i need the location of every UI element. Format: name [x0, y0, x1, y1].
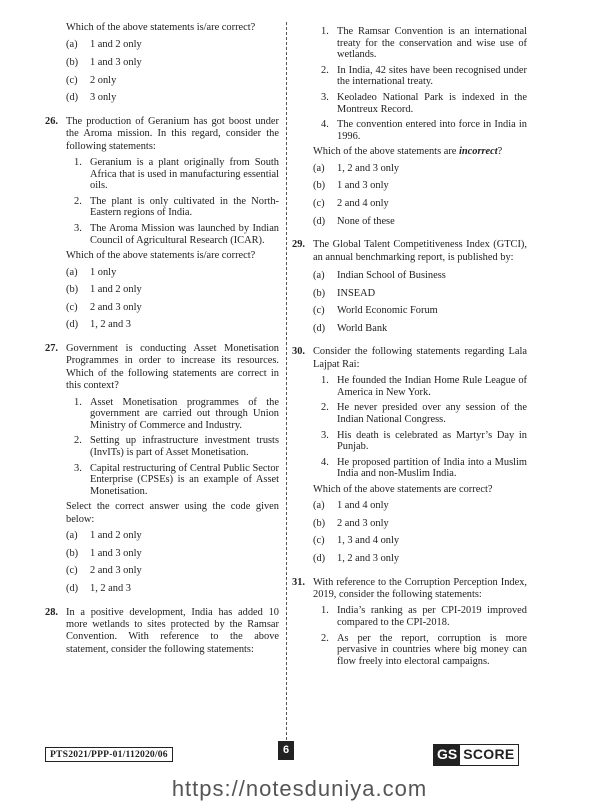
question-number: 28.	[45, 606, 58, 618]
option[interactable]: (b) 1 and 3 only	[313, 180, 389, 192]
statement: 1. Geranium is a plant originally from South Africa that is used in manufacturing essential oils.	[74, 157, 279, 192]
statement: 3. His death is celebrated as Martyr’s Day in Punjab.	[321, 429, 527, 453]
question-text: The Global Talent Competitiveness Index (GTCI), an annual benchmarking report, is published by:	[313, 239, 527, 263]
question-30	[292, 346, 527, 570]
statement: 1. The Ramsar Convention is an international treaty for the conservation and wise use of wetlands.	[321, 26, 527, 61]
question-28	[45, 607, 279, 657]
option[interactable]	[66, 57, 279, 75]
option-label: (b)	[66, 57, 79, 68]
question-text: Consider the following statements regarding Lala Lajpat Rai:	[313, 346, 527, 370]
question-number: 27.	[45, 342, 58, 354]
question-text: Government is conducting Asset Monetisation Programmes in order to increase its resources. Which of the following statements are correct in this context?	[66, 342, 279, 392]
question-ask: Which of the above statements is/are correct?	[66, 22, 256, 33]
option-label: (a)	[66, 39, 78, 51]
options-list	[313, 163, 527, 233]
option[interactable]: (b) 1 and 2 only	[66, 284, 142, 296]
options-list	[66, 267, 279, 337]
left-column	[45, 22, 279, 656]
statement: 3. The Aroma Mission was launched by Indian Council of Agricultural Research (ICAR).	[74, 222, 279, 246]
option-label: (c)	[66, 74, 78, 86]
question-ask: Which of the above statements are correct?	[313, 483, 493, 495]
option[interactable]: (d) 1, 2 and 3	[66, 319, 131, 331]
option-label: (d)	[66, 92, 79, 104]
option[interactable]: (b) 2 and 3 only	[313, 517, 389, 529]
gs-score-logo	[433, 744, 519, 766]
right-column	[292, 22, 527, 671]
option-text: 1 and 3 only	[90, 57, 142, 68]
question-28-continued	[292, 26, 527, 233]
statement: 2. As per the report, corruption is more pervasive in countries where big money can flow freely into electoral campaigns.	[321, 632, 527, 667]
question-number: 31.	[292, 576, 305, 588]
question-27	[45, 343, 279, 601]
option[interactable]: (a) Indian School of Business	[313, 269, 446, 281]
question-29	[292, 239, 527, 340]
statement-list	[66, 157, 279, 246]
website-watermark: https://notesduniya.com	[171, 776, 428, 801]
option-text: 2 only	[90, 74, 117, 86]
option[interactable]: (d) 1, 2 and 3	[66, 582, 131, 594]
question-number: 26.	[45, 115, 58, 127]
question-number: 29.	[292, 239, 305, 251]
statement: 2. He never presided over any session of the Indian National Congress.	[321, 402, 527, 425]
statement: 1. Asset Monetisation programmes of the government are carried out through Union Ministry of Commerce and Industry.	[74, 396, 279, 431]
question-ask: Which of the above statements is/are correct?	[66, 250, 256, 262]
option-text: 3 only	[90, 92, 117, 104]
option[interactable]: (c) World Economic Forum	[313, 305, 438, 317]
statement: 2. In India, 42 sites have been recognised under the international treaty.	[321, 64, 527, 88]
statement: 3. Capital restructuring of Central Public Sector Enterprise (CPSEs) is an example of Asset Monetisation.	[74, 462, 279, 497]
option[interactable]: (c) 1, 3 and 4 only	[313, 535, 400, 547]
page-number: 6	[278, 741, 294, 760]
logo-gs: GS	[434, 745, 460, 765]
option[interactable]: (a) 1 only	[66, 266, 117, 278]
option[interactable]: (b) INSEAD	[313, 287, 376, 299]
option[interactable]: (c) 2 and 3 only	[66, 565, 142, 577]
question-number: 30.	[292, 346, 305, 358]
statement: 1. India’s ranking as per CPI-2019 improved compared to the CPI-2018.	[321, 605, 527, 629]
statement: 4. He proposed partition of India into a Muslim India and non-Muslim India.	[321, 456, 527, 480]
option[interactable]: (b) 1 and 3 only	[66, 547, 142, 559]
option[interactable]: (a) 1, 2 and 3 only	[313, 162, 400, 174]
question-stem	[45, 607, 279, 657]
question-text: With reference to the Corruption Perception Index, 2019, consider the following statements:	[313, 576, 527, 601]
option[interactable]: (d) None of these	[313, 215, 395, 227]
option[interactable]	[66, 92, 279, 110]
question-ask: Select the correct answer using the code given below:	[66, 501, 279, 525]
option[interactable]: (a) 1 and 2 only	[66, 530, 142, 542]
option[interactable]: (d) World Bank	[313, 322, 388, 334]
option[interactable]: (a) 1 and 4 only	[313, 500, 389, 512]
statement-list	[313, 375, 527, 480]
question-stem	[292, 577, 527, 602]
option[interactable]: (d) 1, 2 and 3 only	[313, 553, 400, 565]
statement: 3. Keoladeo National Park is indexed in the Montreux Record.	[321, 91, 527, 115]
option[interactable]	[66, 39, 279, 57]
option-text: 1 and 2 only	[90, 39, 142, 51]
statement-list	[313, 605, 527, 667]
options-list	[66, 530, 279, 600]
statement: 4. The convention entered into force in India in 1996.	[321, 119, 527, 142]
question-26	[45, 116, 279, 337]
question-31	[292, 577, 527, 668]
options-list	[66, 39, 279, 109]
emphasis-incorrect: incorrect	[459, 146, 498, 158]
option[interactable]: (c) 2 and 4 only	[313, 197, 389, 209]
statement-list	[66, 397, 279, 498]
statement: 2. Setting up infrastructure investment trusts (InvITs) is part of Asset Monetisation.	[74, 435, 279, 458]
statement: 1. He founded the Indian Home Rule League of America in New York.	[321, 375, 527, 398]
statement-list	[313, 26, 527, 142]
statement: 2. The plant is only cultivated in the North-Eastern regions of India.	[74, 195, 279, 219]
options-list	[313, 270, 527, 340]
question-stem	[45, 343, 279, 393]
logo-score: SCORE	[463, 746, 515, 762]
options-list	[313, 500, 527, 570]
column-divider	[286, 22, 287, 740]
question-text: In a positive development, India has added 10 more wetlands to sites protected by the Ramsar Convention. With reference to the above statement, consider the following statements:	[66, 606, 279, 655]
question-ask: Which of the above statements are incorrect?	[313, 146, 503, 158]
paper-code: PTS2021/PPP-01/112020/06	[45, 747, 173, 762]
question-text: The production of Geranium has got boost under the Aroma mission. In this regard, consider the following statements:	[66, 115, 279, 152]
option[interactable]: (c) 2 and 3 only	[66, 301, 142, 313]
question-stem	[292, 239, 527, 264]
question-stem	[45, 116, 279, 153]
question-stem	[292, 346, 527, 371]
option[interactable]	[66, 75, 279, 93]
